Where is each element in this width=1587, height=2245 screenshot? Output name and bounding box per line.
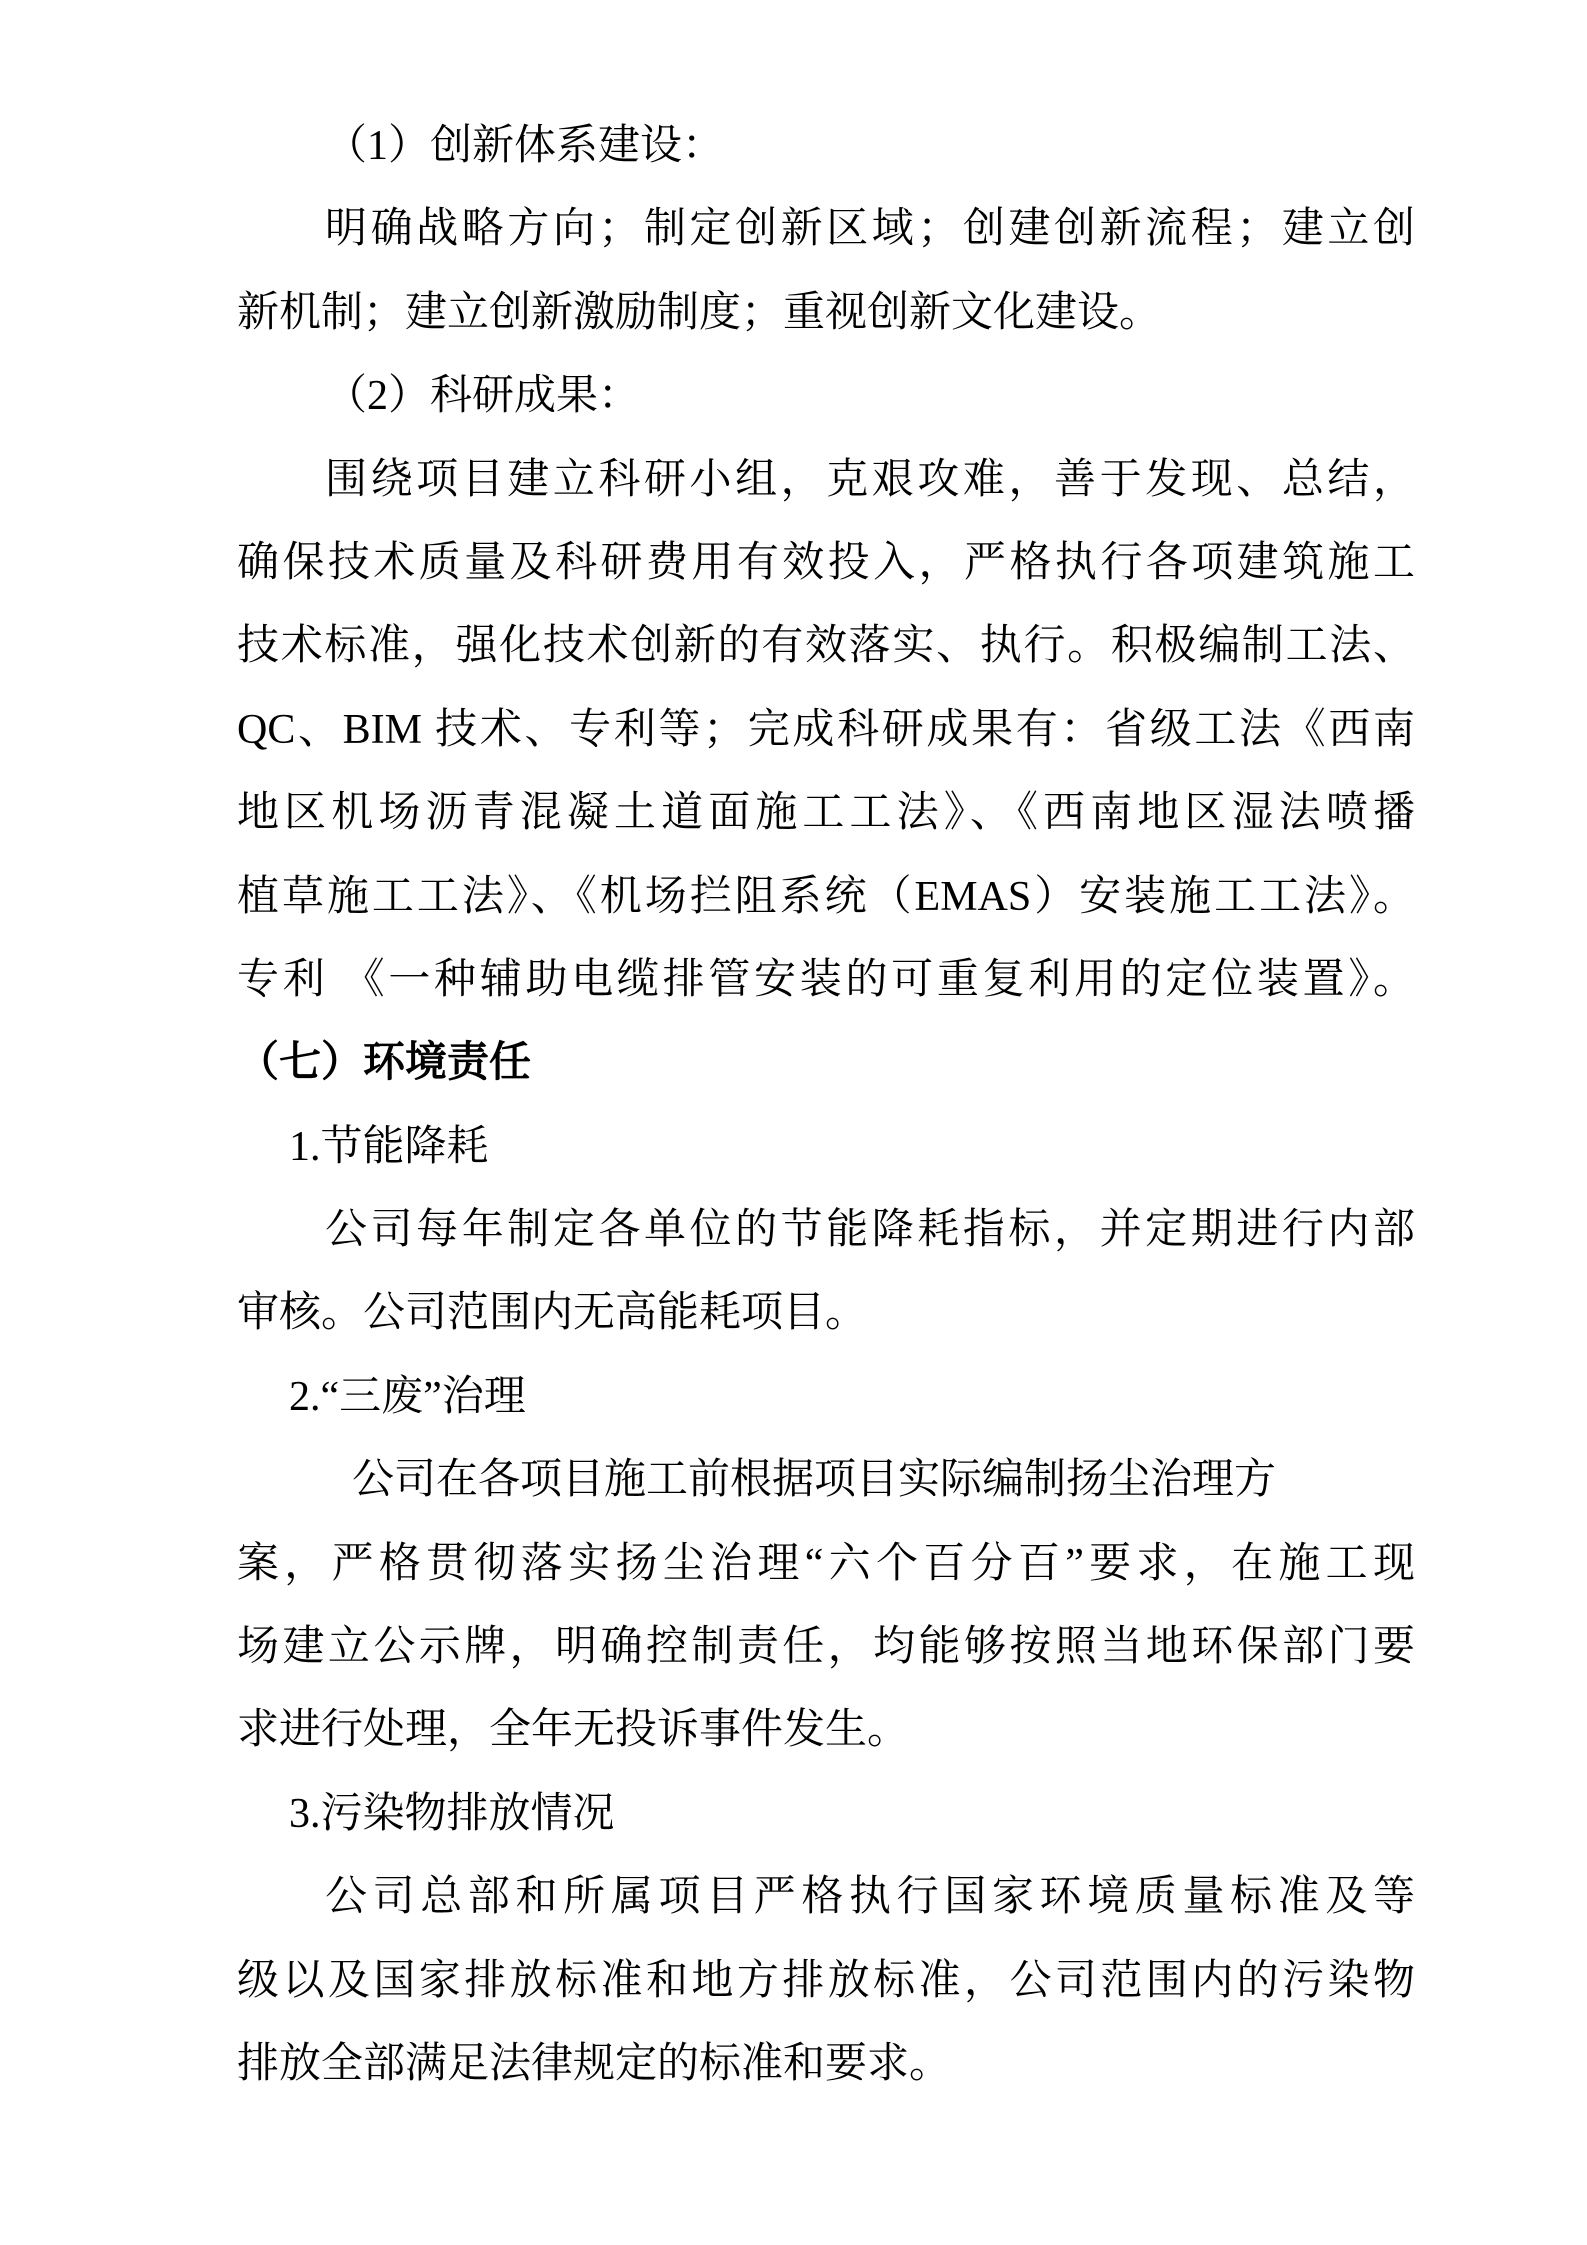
paragraph-line: 场建立公示牌，明确控制责任，均能够按照当地环保部门要 xyxy=(237,1624,1415,1671)
document-text-block xyxy=(237,105,1415,2106)
paragraph-line: 技术标准，强化技术创新的有效落实、执行。积极编制工法、 xyxy=(237,623,1415,670)
paragraph-line: QC、BIM 技术、专利等；完成科研成果有：省级工法《西南 xyxy=(237,706,1415,753)
paragraph-line: 排放全部满足法律规定的标准和要求。 xyxy=(237,2040,952,2087)
sub-numbered-item: （1）创新体系建设： xyxy=(325,123,725,169)
numbered-item: 3.污染物排放情况 xyxy=(289,1790,615,1837)
paragraph-line: 植草施工工法》、《机场拦阻系统（EMAS）安装施工工法》。 xyxy=(237,873,1415,920)
paragraph-line: 级以及国家排放标准和地方排放标准，公司范围内的污染物 xyxy=(237,1957,1415,2004)
paragraph-line: 公司每年制定各单位的节能降耗指标，并定期进行内部 xyxy=(325,1207,1415,1254)
section-heading: （七）环境责任 xyxy=(237,1040,532,1087)
paragraph-line: 确保技术质量及科研费用有效投入，严格执行各项建筑施工 xyxy=(237,539,1415,586)
paragraph-line: 新机制；建立创新激励制度；重视创新文化建设。 xyxy=(237,289,1162,336)
paragraph-line: 公司总部和所属项目严格执行国家环境质量标准及等 xyxy=(325,1874,1415,1921)
paragraph-line: 公司在各项目施工前根据项目实际编制扬尘治理方 xyxy=(352,1457,1277,1504)
numbered-item: 2.“三废”治理 xyxy=(289,1373,526,1420)
paragraph-line: 地区机场沥青混凝土道面施工工法》、《西南地区湿法喷播 xyxy=(237,790,1415,837)
sub-numbered-item: （2）科研成果： xyxy=(325,373,641,420)
paragraph-line: 案，严格贯彻落实扬尘治理“六个百分百”要求，在施工现 xyxy=(237,1540,1415,1587)
numbered-item: 1.节能降耗 xyxy=(289,1123,489,1170)
paragraph-line: 审核。公司范围内无高能耗项目。 xyxy=(237,1290,868,1337)
paragraph-line: 围绕项目建立科研小组，克艰攻难，善于发现、总结， xyxy=(325,456,1415,503)
paragraph-line: 明确战略方向；制定创新区域；创建创新流程；建立创 xyxy=(325,206,1415,253)
paragraph-line: 求进行处理，全年无投诉事件发生。 xyxy=(237,1707,910,1754)
paragraph-line: 专利 《一种辅助电缆排管安装的可重复利用的定位装置》。 xyxy=(237,956,1415,1003)
